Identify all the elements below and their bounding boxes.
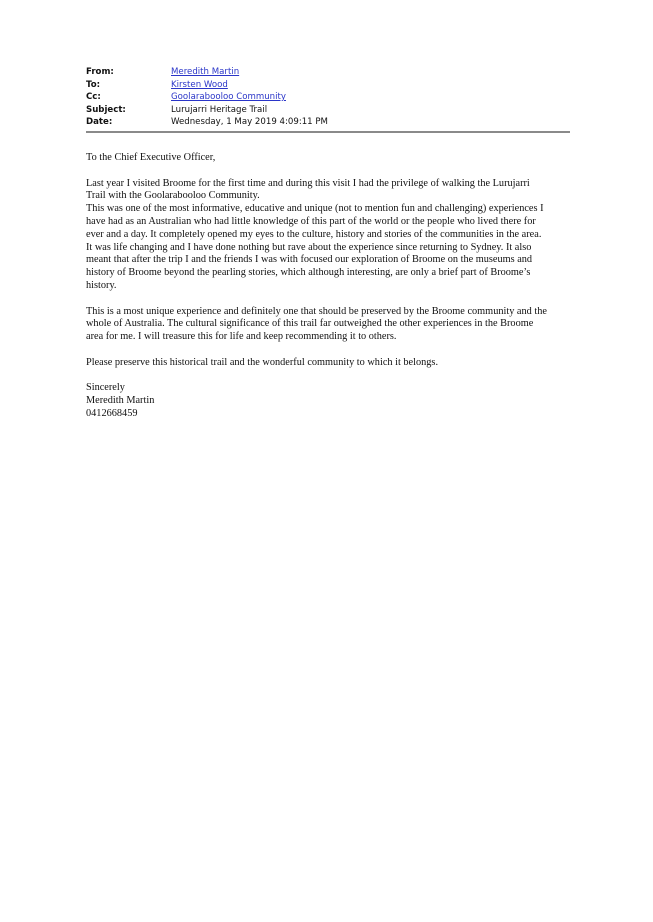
from-row bbox=[86, 66, 570, 79]
paragraph-2 bbox=[86, 306, 570, 344]
cc-link[interactable]: Goolarabooloo Community bbox=[171, 92, 286, 103]
body-line: history. bbox=[86, 279, 117, 291]
email-header bbox=[86, 66, 570, 129]
subject-label: Subject: bbox=[86, 104, 126, 115]
email-body bbox=[86, 152, 570, 421]
signature-name: Meredith Martin bbox=[86, 395, 155, 407]
from-label: From: bbox=[86, 67, 114, 77]
signature-phone: 0412668459 bbox=[86, 407, 138, 419]
paragraph-gap bbox=[86, 293, 570, 306]
from-link[interactable]: Meredith Martin bbox=[171, 67, 240, 77]
cc-label: Cc: bbox=[86, 92, 101, 103]
body-line: It was life changing and I have done nothing but rave about the experience since returning to Sydney. It also bbox=[86, 241, 532, 253]
body-line: Last year I visited Broome for the first time and during this visit I had the privilege of walking the Lurujarri bbox=[86, 177, 530, 189]
body-line: whole of Australia. The cultural significance of this trail far outweighed the other experiences in the Broome bbox=[86, 318, 534, 330]
to-row bbox=[86, 79, 570, 92]
paragraph-3: Please preserve this historical trail and the wonderful community to which it belongs. bbox=[86, 356, 439, 368]
body-line: have had as an Australian who had little knowledge of this part of the world or the people who lived there for bbox=[86, 215, 536, 227]
paragraph-gap bbox=[86, 344, 570, 357]
date-label: Date: bbox=[86, 117, 113, 128]
body-line: ever and a day. It completely opened my eyes to the culture, history and stories of the communities in the area. bbox=[86, 228, 542, 240]
to-label: To: bbox=[86, 79, 101, 90]
paragraph-gap bbox=[86, 165, 570, 178]
greeting: To the Chief Executive Officer, bbox=[86, 152, 216, 163]
signoff: Sincerely bbox=[86, 382, 125, 394]
body-line: area for me. I will treasure this for life and keep recommending it to others. bbox=[86, 331, 397, 343]
cc-row bbox=[86, 91, 570, 104]
date-row bbox=[86, 116, 570, 129]
subject-row bbox=[86, 104, 570, 117]
header-divider bbox=[86, 131, 570, 133]
body-line: history of Broome beyond the pearling stories, which although interesting, are only a brief part of Broome’s bbox=[86, 267, 531, 279]
subject-value: Lurujarri Heritage Trail bbox=[171, 104, 268, 115]
paragraph-gap bbox=[86, 370, 570, 383]
body-line: This was one of the most informative, educative and unique (not to mention fun and challenging) experiences I bbox=[86, 203, 544, 215]
paragraph-1 bbox=[86, 178, 570, 293]
body-line: Trail with the Goolarabooloo Community. bbox=[86, 190, 260, 202]
body-line: This is a most unique experience and definitely one that should be preserved by the Broome community and the bbox=[86, 305, 547, 317]
to-link[interactable]: Kirsten Wood bbox=[171, 79, 228, 90]
body-line: meant that after the trip I and the friends I was with focused our exploration of Broome on the museums and bbox=[86, 254, 533, 266]
date-value: Wednesday, 1 May 2019 4:09:11 PM bbox=[171, 117, 328, 128]
